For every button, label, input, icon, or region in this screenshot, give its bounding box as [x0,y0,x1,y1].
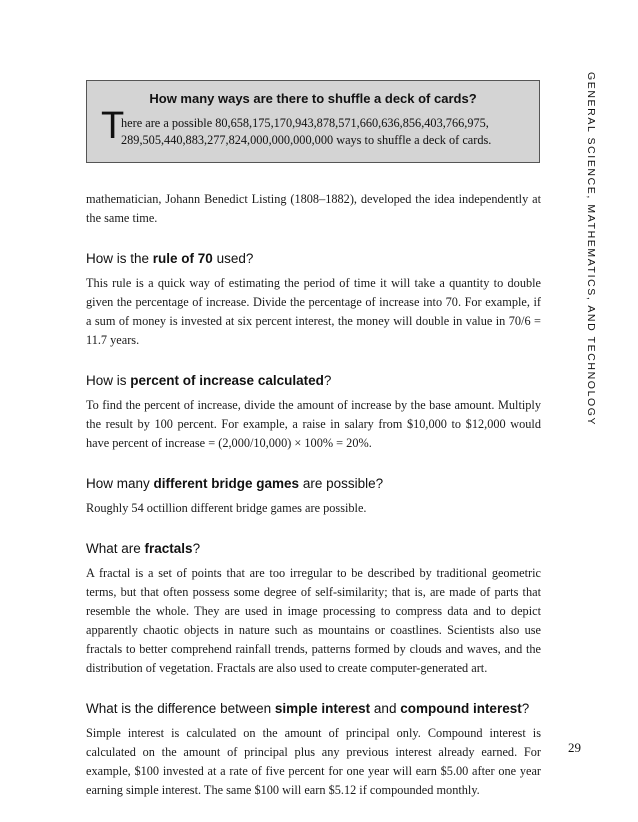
answer-paragraph: Roughly 54 octillion different bridge games are possible. [86,501,367,515]
qa-fractals [86,540,541,678]
answer-paragraph: A fractal is a set of points that are too irregular to be described by traditional geometric terms, but that often possess some degree of self-similarity; that is, are made of parts that resemble the whole. They are used in image processing to compress data and to depict apparently chaotic objects in nature such as mountains or coastlines. Scientists also use fractals to better comprehend rainfall trends, patterns formed by clouds and waves, and the distribution of vegetation. Fractals are also used to create computer-generated art. [86,566,541,675]
question-text: are possible? [299,476,384,491]
question-text: ? [192,541,201,556]
sidebar-text: here are a possible 80,658,175,170,943,878,571,660,636,856,403,766,975, 289,505,440,883,277,824,000,000,000,000 ways to shuffle a deck of cards. [121,116,492,147]
sidebar-title: How many ways are there to shuffle a deck of cards? [149,91,477,106]
question-text: What are [86,541,145,556]
qa-rule-of-70 [86,250,541,350]
answer-paragraph: Simple interest is calculated on the amount of principal only. Compound interest is calculated on the amount of principal plus any previous interest already earned. For example, $100 invested at a rate of five percent for one year will earn $5.00 after one year earning simple interest. The same $100 will earn $5.12 if compounded monthly. [86,726,541,797]
question-keyword: rule of 70 [152,251,213,266]
qa-interest [86,700,541,800]
intro-paragraph: mathematician, Johann Benedict Listing (1808–1882), developed the idea independently at the same time. [86,192,541,225]
question-keyword: fractals [144,541,193,556]
question-text: ? [323,373,332,388]
question-heading [86,475,541,493]
question-text: What is the difference between [86,701,275,716]
answer-paragraph: To find the percent of increase, divide the amount of increase by the base amount. Multiply the result by 100 percent. For example, a raise in salary from $10,000 to $12,000 would have percent of increase = (2,000/10,000) × 100% = 20%. [86,398,541,450]
question-heading [86,700,541,718]
question-heading [86,372,541,390]
drop-cap: T [101,105,125,147]
sidebar-box [86,80,540,163]
qa-bridge-games [86,475,541,518]
running-head: GENERAL SCIENCE, MATHEMATICS, AND TECHNOLOGY [585,72,597,427]
question-keyword: percent of increase calculated [130,373,324,388]
question-keyword: simple interest [274,701,371,716]
question-text: How many [86,476,154,491]
question-text: ? [521,701,530,716]
page-number: 29 [568,740,581,755]
question-heading [86,540,541,558]
question-text: used? [212,251,254,266]
question-text: and [370,701,401,716]
main-content [86,190,541,800]
question-heading [86,250,541,268]
question-text: How is [86,373,131,388]
qa-percent-increase [86,372,541,453]
question-keyword: different bridge games [153,476,300,491]
question-keyword: compound interest [400,701,522,716]
answer-paragraph: This rule is a quick way of estimating the period of time it will take a quantity to double given the percentage of increase. Divide the percentage of increase into 70. For example, if a sum of money is invested at six percent interest, the money will double in value in 70/6 = 11.7 years. [86,276,541,347]
question-text: How is the [86,251,153,266]
